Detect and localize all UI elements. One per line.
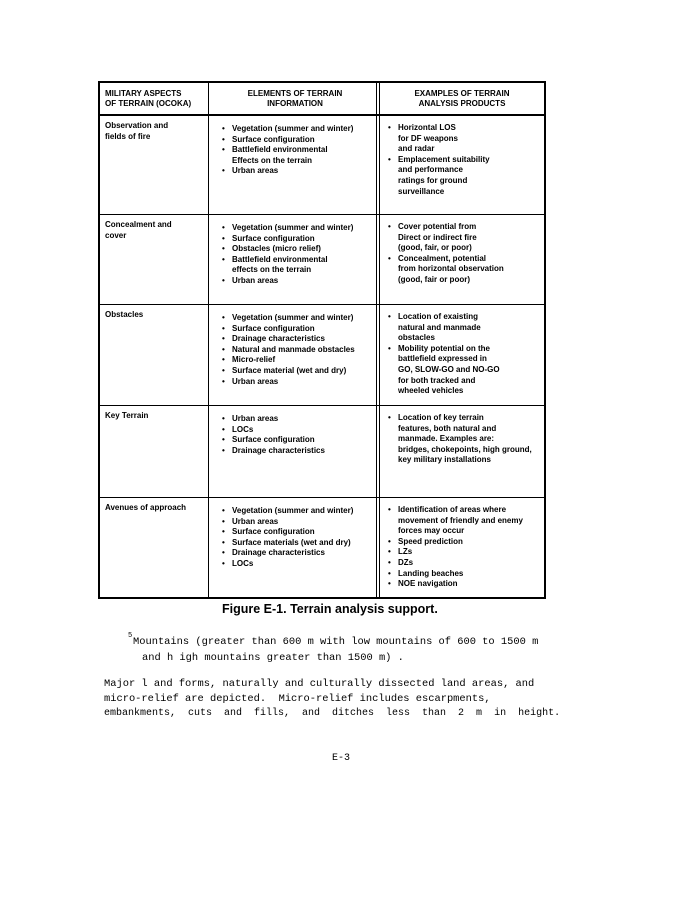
column-divider [379,83,380,597]
column-divider [208,83,209,597]
example-item: GO, SLOW-GO and NO-GO [398,364,500,374]
element-item: • Surface configuration [221,234,371,245]
aspect-line: Key Terrain [105,411,149,420]
example-item: surveillance [398,186,445,196]
element-item: • Drainage characteristics [221,334,371,345]
element-item: • Surface configuration [221,135,371,146]
example-item: • NOE navigation [387,579,542,590]
example-item: • Identification of areas where [387,505,542,516]
example-item: for DF weapons [398,133,459,143]
paragraph-line: embankments, cuts and fills, and ditches less than 2 m in height. [104,708,561,719]
example-item: • Concealment, potential [387,254,542,265]
table-header-row [100,83,544,116]
example-item: from horizontal observation [398,264,504,274]
aspect-line: fields of fire [105,131,151,141]
example-item: • Emplacement suitability [387,155,542,166]
element-item: • Surface configuration [221,324,371,335]
elements-cell [221,414,371,456]
page-number: E-3 [332,753,351,764]
element-item: • Battlefield environmental [221,255,371,266]
column-divider [376,83,377,597]
header-line: EXAMPLES OF TERRAIN [414,89,510,98]
aspect-cell [105,121,205,142]
aspect-line: Concealment and [105,220,172,229]
footnote-line: Mountains (greater than 600 m with low mountains of 600 to 1500 m [133,636,539,648]
aspect-cell [105,411,205,422]
element-item: • Drainage characteristics [221,446,371,457]
element-item: • Urban areas [221,517,371,528]
table-row [100,498,544,597]
example-item: • Cover potential from [387,222,542,233]
paragraph-line: micro-relief are depicted. Micro-relief includes escarpments, [104,693,491,705]
aspect-line: Avenues of approach [105,503,187,512]
element-item: Effects on the terrain [232,155,313,165]
header-line: MILITARY ASPECTS [105,89,182,98]
element-item: • Battlefield environmental [221,145,371,156]
header-line: ANALYSIS PRODUCTS [418,99,506,108]
example-item: key military installations [398,455,491,465]
example-item: • Landing beaches [387,569,542,580]
example-item: obstacles [398,333,435,343]
elements-cell [221,313,371,387]
element-item: • Surface configuration [221,527,371,538]
header-elements [210,89,380,109]
element-item: • Obstacles (micro relief) [221,244,371,255]
element-item: effects on the terrain [232,265,312,275]
example-item: and radar [398,144,435,154]
figure-caption: Figure E-1. Terrain analysis support. [222,602,438,616]
example-item: • Mobility potential on the [387,344,542,355]
elements-cell [221,223,371,287]
element-item: • Vegetation (summer and winter) [221,124,371,135]
example-item: manmade. Examples are: [398,434,495,444]
elements-cell [221,506,371,570]
example-item: bridges, chokepoints, high ground, [398,444,532,454]
element-item: • Vegetation (summer and winter) [221,506,371,517]
table-row [100,215,544,305]
element-item: • Vegetation (summer and winter) [221,223,371,234]
element-item: • LOCs [221,559,371,570]
element-item: • Micro-relief [221,355,371,366]
aspect-cell [105,220,205,241]
footnote-mark: 5 [128,632,133,640]
example-item: (good, fair or poor) [398,274,470,284]
example-item: wheeled vehicles [398,386,464,396]
element-item: • Surface configuration [221,435,371,446]
examples-cell [387,312,542,397]
element-item: • Drainage characteristics [221,548,371,559]
header-line: INFORMATION [267,99,323,108]
element-item: • Urban areas [221,276,371,287]
example-item: • Speed prediction [387,537,542,548]
examples-cell [387,413,542,466]
examples-cell [387,222,542,286]
element-item: • Vegetation (summer and winter) [221,313,371,324]
aspect-cell [105,503,205,514]
element-item: • Urban areas [221,166,371,177]
table-row [100,116,544,215]
example-item: forces may occur [398,526,465,536]
example-item: (good, fair, or poor) [398,243,472,253]
element-item: • LOCs [221,425,371,436]
aspect-line: Obstacles [105,310,144,319]
element-item: • Surface material (wet and dry) [221,366,371,377]
example-item: ratings for ground [398,175,468,185]
table-row [100,406,544,498]
elements-cell [221,124,371,177]
examples-cell [387,505,542,590]
header-line: ELEMENTS OF TERRAIN [247,89,343,98]
example-item: • DZs [387,558,542,569]
example-item: and performance [398,165,463,175]
element-item: • Urban areas [221,414,371,425]
aspect-line: cover [105,230,127,240]
example-item: • LZs [387,547,542,558]
header-military-aspects [105,89,205,109]
examples-cell [387,123,542,197]
example-item: movement of friendly and enemy [398,515,523,525]
example-item: natural and manmade [398,322,481,332]
terrain-analysis-table [98,81,546,599]
aspect-line: Observation and [105,121,169,130]
header-examples [382,89,542,109]
element-item: • Natural and manmade obstacles [221,345,371,356]
example-item: Direct or indirect fire [398,232,477,242]
element-item: • Urban areas [221,377,371,388]
paragraph-line: Major l and forms, naturally and culturally dissected land areas, and [104,678,535,690]
example-item: • Location of key terrain [387,413,542,424]
element-item: • Surface materials (wet and dry) [221,538,371,549]
header-line: OF TERRAIN (OCOKA) [105,99,192,108]
example-item: features, both natural and [398,423,497,433]
example-item: • Location of exaisting [387,312,542,323]
table-row [100,305,544,406]
footnote-line: and h igh mountains greater than 1500 m) . [142,652,404,664]
example-item: battlefield expressed in [398,354,487,364]
example-item: • Horizontal LOS [387,123,542,134]
example-item: for both tracked and [398,375,476,385]
aspect-cell [105,310,205,321]
